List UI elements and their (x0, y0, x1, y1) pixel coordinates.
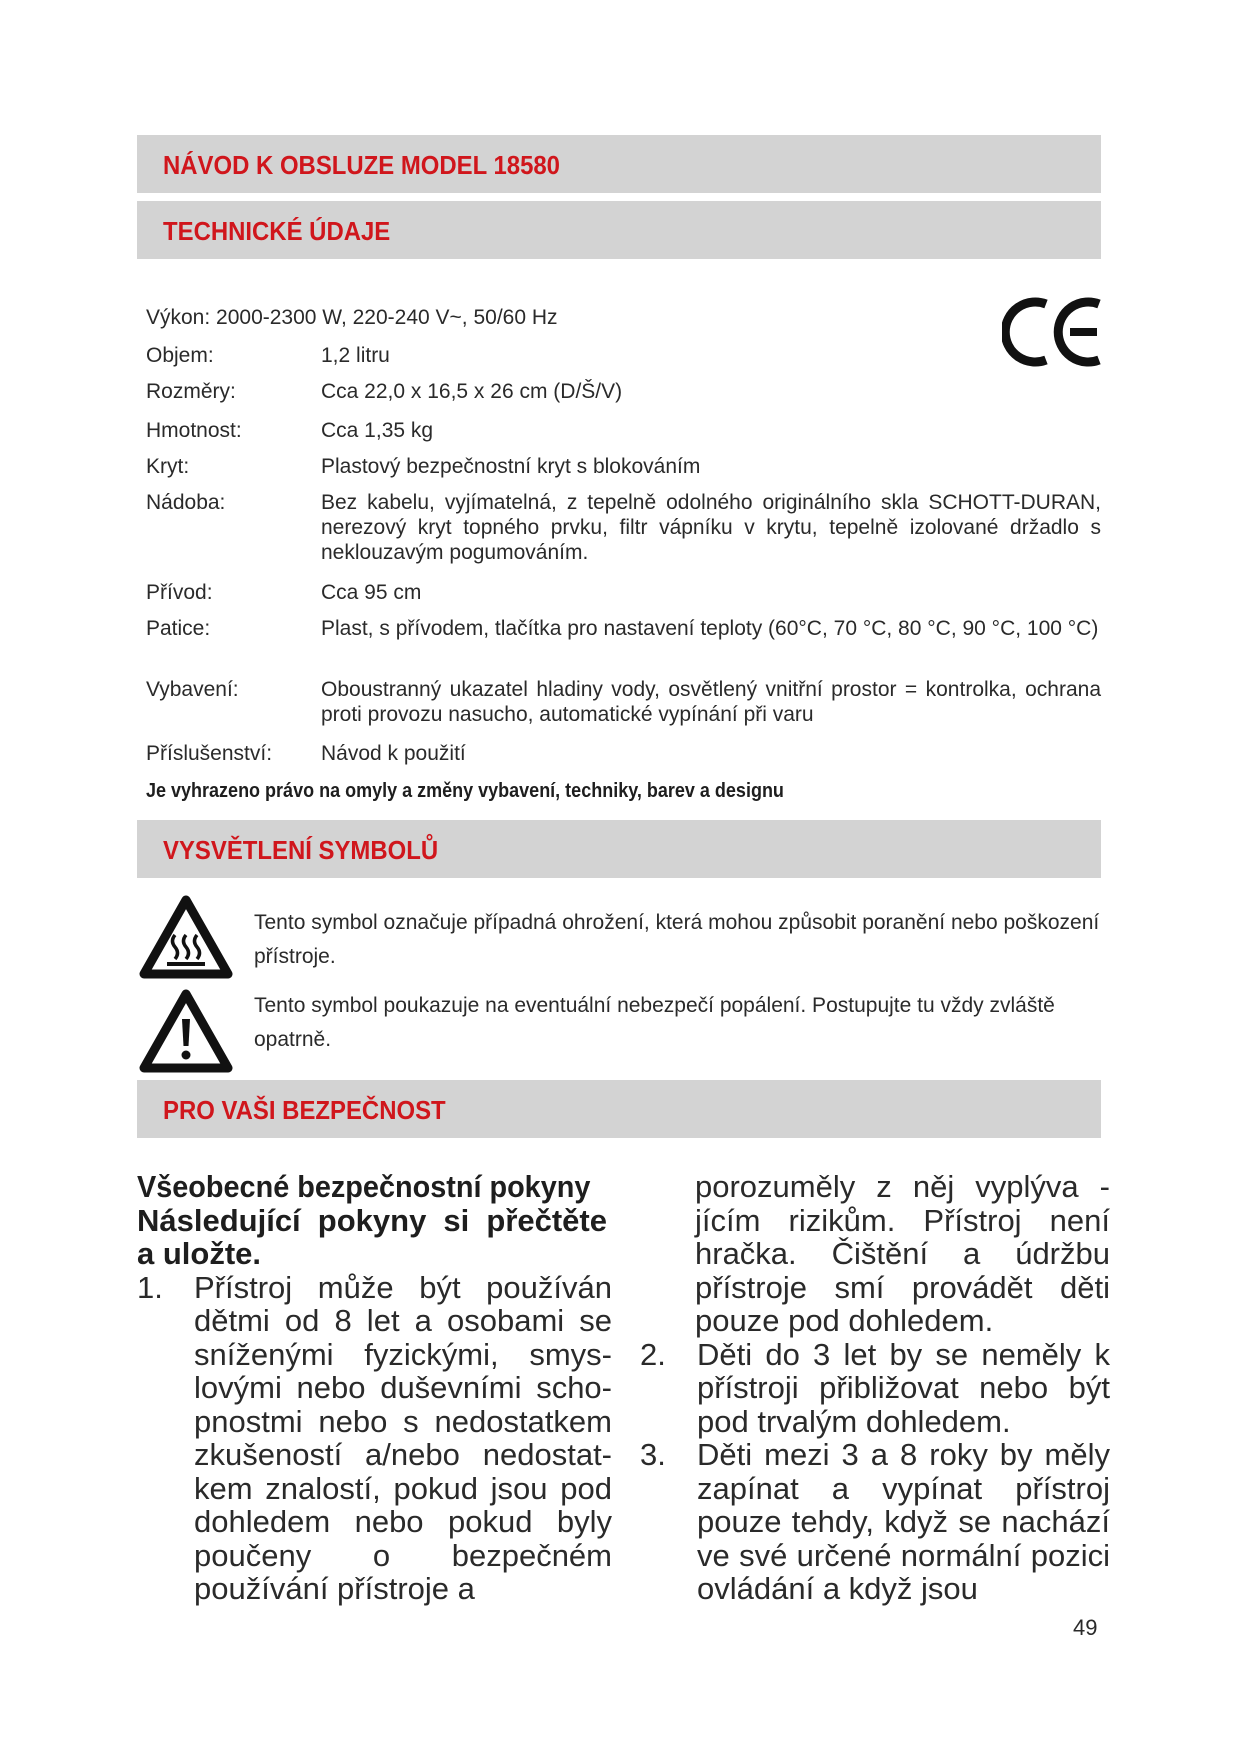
item-number: 3. (640, 1437, 666, 1472)
safety-item-1 (137, 1271, 612, 1606)
spec-value: Plastový bezpečnostní kryt s blokováním (321, 455, 701, 478)
spec-label: Patice: (146, 617, 211, 640)
spec-label: Rozměry: (146, 380, 236, 403)
item-text: Děti mezi 3 a 8 roky by měly zapínat a vypínat přístroj pouze tehdy, když se nachází ve své určené normální pozici ovládání a když jsou (697, 1437, 1110, 1606)
general-warning-icon (139, 989, 233, 1073)
item-text: Přístroj může být používán dětmi od 8 let a osobami se sníženými fyzickými, smys- lovými nebo duševními scho- pnostmi nebo s nedostatkem zkušeností a/nebo nedostat- kem znalostí, pokud jsou pod dohledem nebo pokud byly poučeny o bezpečném používání přístroje a (194, 1269, 612, 1606)
symbol-description-burn: Tento symbol poukazuje na eventuální nebezpečí popálení. Postupujte tu vždy zvláště opatrně. (254, 994, 1055, 1051)
safety-item-3 (640, 1438, 1110, 1606)
item-text: Děti do 3 let by se neměly k přístroji přibližovat nebo být pod trvalým dohledem. (697, 1336, 1110, 1439)
spec-label: Příslušenství: (146, 742, 273, 765)
spec-label: Kryt: (146, 455, 190, 478)
spec-value: Oboustranný ukazatel hladiny vody, osvětlený vnitřní prostor = kontrolka, ochrana proti provozu nasucho, automatické vypínání při varu (321, 678, 1101, 726)
safety-column-right (640, 1170, 1110, 1606)
spec-label: Vybavení: (146, 678, 239, 701)
spec-label: Přívod: (146, 581, 213, 604)
item-number: 1. (137, 1269, 163, 1305)
hot-surface-warning-icon (139, 895, 233, 979)
manual-title-bar (137, 135, 1101, 193)
spec-value: Cca 95 cm (321, 581, 422, 604)
safety-read-instructions: Následující pokyny si přečtěte a uložte. (137, 1202, 607, 1271)
safety-bar (137, 1080, 1101, 1138)
page-number: 49 (1073, 1615, 1098, 1640)
spec-power: Výkon: 2000-2300 W, 220-240 V~, 50/60 Hz (146, 306, 558, 329)
symbols-heading: VYSVĚTLENÍ SYMBOLŮ (163, 835, 439, 865)
spec-label: Nádoba: (146, 491, 226, 514)
manual-title: NÁVOD K OBSLUZE MODEL 18580 (163, 150, 560, 180)
safety-general-heading: Všeobecné bezpečnostní pokyny (137, 1169, 591, 1204)
reserved-rights-note: Je vyhrazeno právo na omyly a změny vybavení, techniky, barev a designu (146, 780, 784, 802)
spec-value: Cca 1,35 kg (321, 419, 434, 442)
symbols-bar (137, 820, 1101, 878)
safety-column-left (137, 1170, 612, 1606)
spec-value: Plast, s přívodem, tlačítka pro nastavení teploty (60°C, 70 °C, 80 °C, 90 °C, 100 °C) (321, 617, 1099, 640)
spec-value: Návod k použití (321, 742, 466, 765)
safety-item-1-continuation: porozuměly z něj vyplýva - jícím rizikům. Přístroj není hračka. Čištění a údržbu přístroje smí provádět děti pouze pod dohledem. (695, 1169, 1110, 1338)
item-number: 2. (640, 1336, 666, 1372)
spec-value: Cca 22,0 x 16,5 x 26 cm (D/Š/V) (321, 380, 623, 403)
spec-label: Hmotnost: (146, 419, 242, 442)
spec-value: 1,2 litru (321, 344, 390, 367)
spec-label: Objem: (146, 344, 214, 367)
technical-data-bar (137, 201, 1101, 259)
spec-value: Bez kabelu, vyjímatelná, z tepelně odolného originálního skla SCHOTT-DURAN, nerezový kryt topného prvku, filtr vápníku v krytu, tepelně izolované držadlo s neklouzavým pogumováním. (321, 491, 1101, 564)
safety-heading: PRO VAŠI BEZPEČNOST (163, 1095, 446, 1125)
technical-data-heading: TECHNICKÉ ÚDAJE (163, 216, 391, 246)
safety-item-2 (640, 1338, 1110, 1439)
symbol-description-hazard: Tento symbol označuje případná ohrožení, která mohou způsobit poranění nebo poškození přístroje. (254, 911, 1100, 968)
